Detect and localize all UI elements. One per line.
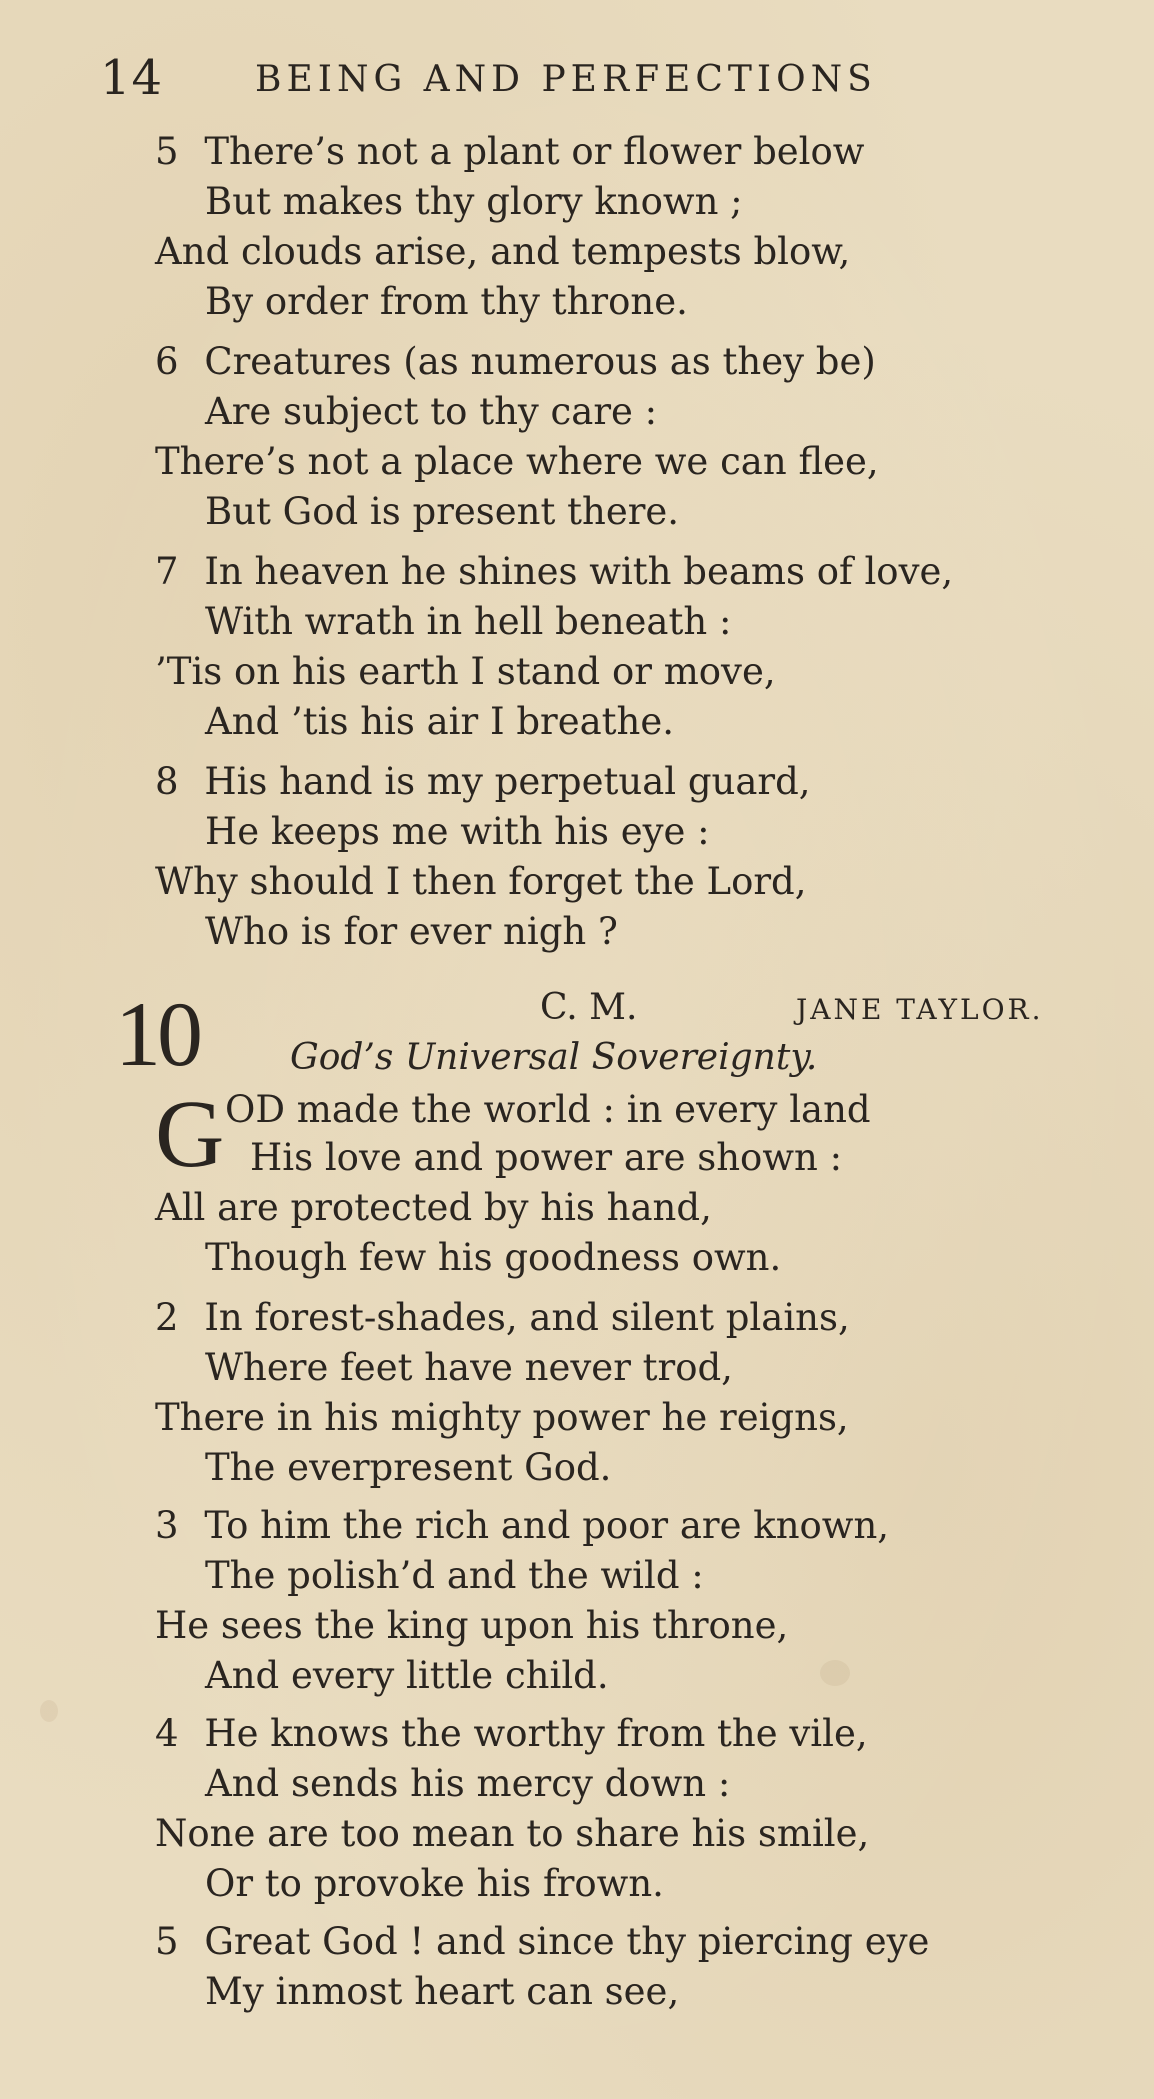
verse-number: 3 — [155, 1504, 179, 1547]
hymn-subtitle: God’s Universal Sovereignty. — [290, 1037, 818, 1078]
verse-line — [155, 548, 953, 596]
verse-number: 5 — [155, 1920, 179, 1963]
verse-number: 7 — [155, 550, 179, 593]
verse-line: ’Tis on his earth I stand or move, — [155, 650, 776, 693]
drop-cap: G — [155, 1080, 225, 1187]
verse-line: None are too mean to share his smile, — [155, 1812, 870, 1855]
paper-stain — [40, 1700, 58, 1722]
verse-line: But makes thy glory known ; — [205, 180, 743, 223]
verse-line: And every little child. — [205, 1654, 609, 1697]
verse-text: In heaven he shines with beams of love, — [204, 550, 954, 593]
verse-line: And ’tis his air I breathe. — [205, 700, 675, 743]
verse-line: OD made the world : in every land — [225, 1088, 871, 1131]
verse-line — [155, 1502, 889, 1550]
verse-line — [155, 128, 864, 176]
page-number: 14 — [100, 50, 164, 106]
verse-text: Creatures (as numerous as they be) — [204, 340, 876, 383]
verse-line: There’s not a place where we can flee, — [155, 440, 879, 483]
verse-text: Great God ! and since thy piercing eye — [204, 1920, 930, 1963]
verse-line: Though few his goodness own. — [205, 1236, 782, 1279]
verse-text: To him the rich and poor are known, — [204, 1504, 890, 1547]
verse-line — [155, 1710, 868, 1758]
verse-line — [155, 1294, 850, 1342]
verse-line — [155, 1918, 929, 1966]
verse-line: Who is for ever nigh ? — [205, 910, 618, 953]
verse-number: 2 — [155, 1296, 179, 1339]
verse-line: And clouds arise, and tempests blow, — [155, 230, 851, 273]
verse-line: The polish’d and the wild : — [205, 1554, 704, 1597]
hymn-author: JANE TAYLOR. — [796, 993, 1044, 1026]
hymn-number: 10 — [115, 983, 199, 1085]
verse-line: He keeps me with his eye : — [205, 810, 710, 853]
verse-text: His hand is my perpetual guard, — [204, 760, 811, 803]
verse-line: Are subject to thy care : — [205, 390, 658, 433]
hymn-meter: C. M. — [540, 987, 638, 1028]
verse-line — [155, 338, 876, 386]
page-header — [100, 48, 1060, 108]
verse-text: In forest-shades, and silent plains, — [204, 1296, 850, 1339]
verse-number: 5 — [155, 130, 179, 173]
verse-line: The everpresent God. — [205, 1446, 612, 1489]
verse-text: He knows the worthy from the vile, — [204, 1712, 868, 1755]
verse-text: There’s not a plant or flower below — [204, 130, 865, 173]
verse-line: He sees the king upon his throne, — [155, 1604, 789, 1647]
paper-stain — [820, 1660, 850, 1686]
verse-line: My inmost heart can see, — [205, 1970, 680, 2013]
running-title: BEING AND PERFECTIONS — [255, 59, 877, 100]
verse-line: But God is present there. — [205, 490, 680, 533]
verse-line: Where feet have never trod, — [205, 1346, 733, 1389]
verse-number: 6 — [155, 340, 179, 383]
verse-line: His love and power are shown : — [250, 1136, 843, 1179]
verse-number: 8 — [155, 760, 179, 803]
verse-line: All are protected by his hand, — [155, 1186, 712, 1229]
verse-number: 4 — [155, 1712, 179, 1755]
verse-line: With wrath in hell beneath : — [205, 600, 732, 643]
verse-line: There in his mighty power he reigns, — [155, 1396, 849, 1439]
verse-line — [155, 758, 811, 806]
verse-line: Why should I then forget the Lord, — [155, 860, 807, 903]
verse-line: By order from thy throne. — [205, 280, 688, 323]
verse-line: Or to provoke his frown. — [205, 1862, 664, 1905]
verse-line: And sends his mercy down : — [205, 1762, 731, 1805]
